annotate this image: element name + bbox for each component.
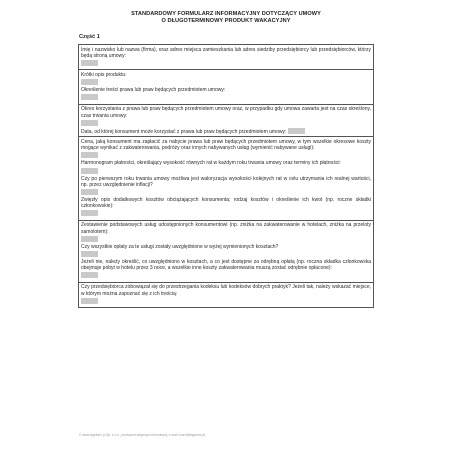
answer-field-contract-period[interactable]: [81, 120, 98, 126]
answer-field-indexation[interactable]: [81, 189, 98, 195]
title-line-2: O DŁUGOTERMINOWY PRODUKT WAKACYJNY: [161, 18, 291, 24]
section-heading: Część 1: [79, 34, 100, 40]
answer-field-product-description[interactable]: [81, 79, 98, 85]
question-code-of-conduct: Czy przedsiębiorca zobowiązał się do przestrzegania kodeksu lub kodeksów dobrych praktyk? Jeżeli tak, należy wskazać miejsce, w którym można zapoznać się z ich treścią:: [81, 284, 371, 297]
answer-field-trader-name[interactable]: [81, 60, 98, 66]
question-fees-excluded: Jeżeli nie, należy określić, co uwzględniono w kosztach, a co jest dostępne za odrębną opłatą (np. roczna składka członkowska obejmuje pobyt w hotelu przez 3 noce, a wszelkie inne koszty zakwaterowania muszą zostać odrębnie opłacone):: [81, 258, 371, 272]
form-row-trader: [79, 45, 373, 69]
title-line-1: STANDARDOWY FORMULARZ INFORMACYJNY DOTYCZĄCY UMOWY: [131, 11, 321, 17]
document-title: [100, 11, 352, 25]
question-contract-period: Okres korzystania z prawa lub praw będących przedmiotem umowy oraz, w przypadku gdy umowa zawarta jest na czas określony, czas trwania umowy:: [81, 106, 371, 119]
question-payment-schedule: Harmonogram płatności, określający wysokość równych rat w każdym roku trwania umowy oraz terminy ich płatności:: [81, 160, 341, 167]
answer-field-rights-content[interactable]: [81, 94, 98, 100]
answer-field-price[interactable]: [81, 152, 98, 158]
answer-field-fees-included[interactable]: [81, 251, 98, 257]
question-start-date-wrapper: [81, 128, 371, 135]
page-footer: © www.signform.pl Sp. z o.o., producent aktywnych formularzy, e-mail: biuro@signform.pl: [79, 433, 206, 437]
form-table: [78, 44, 374, 308]
answer-field-basic-services[interactable]: [81, 236, 98, 242]
answer-field-payment-schedule[interactable]: [81, 168, 98, 174]
answer-field-fees-excluded[interactable]: [81, 272, 98, 278]
form-row-period: [79, 104, 373, 137]
answer-field-start-date[interactable]: [288, 128, 305, 134]
question-trader-name: Imię i nazwisko lub nazwa (firma), oraz adres miejsca zamieszkania lub adres siedziby przedsiębiorcy lub przedsiębiorców, którzy będą stroną umowy:: [81, 46, 371, 59]
form-row-price: [79, 136, 373, 219]
answer-field-code-of-conduct[interactable]: [81, 298, 98, 304]
question-start-date: Data, od której konsument może korzystać z prawa lub praw będących przedmiotem umowy:: [81, 128, 287, 135]
question-fees-included: Czy wszystkie opłaty za te usługi zostały uwzględnione w wyżej wymienionych kosztach?: [81, 243, 279, 250]
question-rights-content: Określenie treści prawa lub praw będących przedmiotem umowy:: [81, 87, 226, 94]
form-row-product: [79, 69, 373, 103]
question-additional-costs: Zwięzły opis dodatkowych kosztów obciążających konsumenta; rodzaj kosztów i określenie ich kwot (np. roczne składki członkowskie):: [81, 196, 371, 210]
form-row-code-of-conduct: [79, 282, 373, 307]
question-product-description: Krótki opis produktu:: [81, 71, 127, 78]
answer-field-additional-costs[interactable]: [81, 210, 98, 216]
question-basic-services: Zestawienie podstawowych usług udostępnionych konsumentowi (np. zniżka na zakwaterowanie w hotelach, zniżka na przeloty samolotem):: [81, 222, 371, 235]
question-indexation: Czy po pierwszym roku trwania umowy możliwa jest waloryzacja wysokości kolejnych rat w celu utrzymania ich realnej wartości, np. przez uwzględnienie inflacji?: [81, 175, 371, 188]
form-row-services: [79, 220, 373, 282]
question-price: Cena, jaką konsument ma zapłacić za nabycie prawa lub praw będących przedmiotem umowy, w tym wszelkie okresowe koszty mogące wynikać z zakwaterowania, podróży oraz innych nabywanych usług (wymienić nabywane usługi):: [81, 138, 371, 152]
